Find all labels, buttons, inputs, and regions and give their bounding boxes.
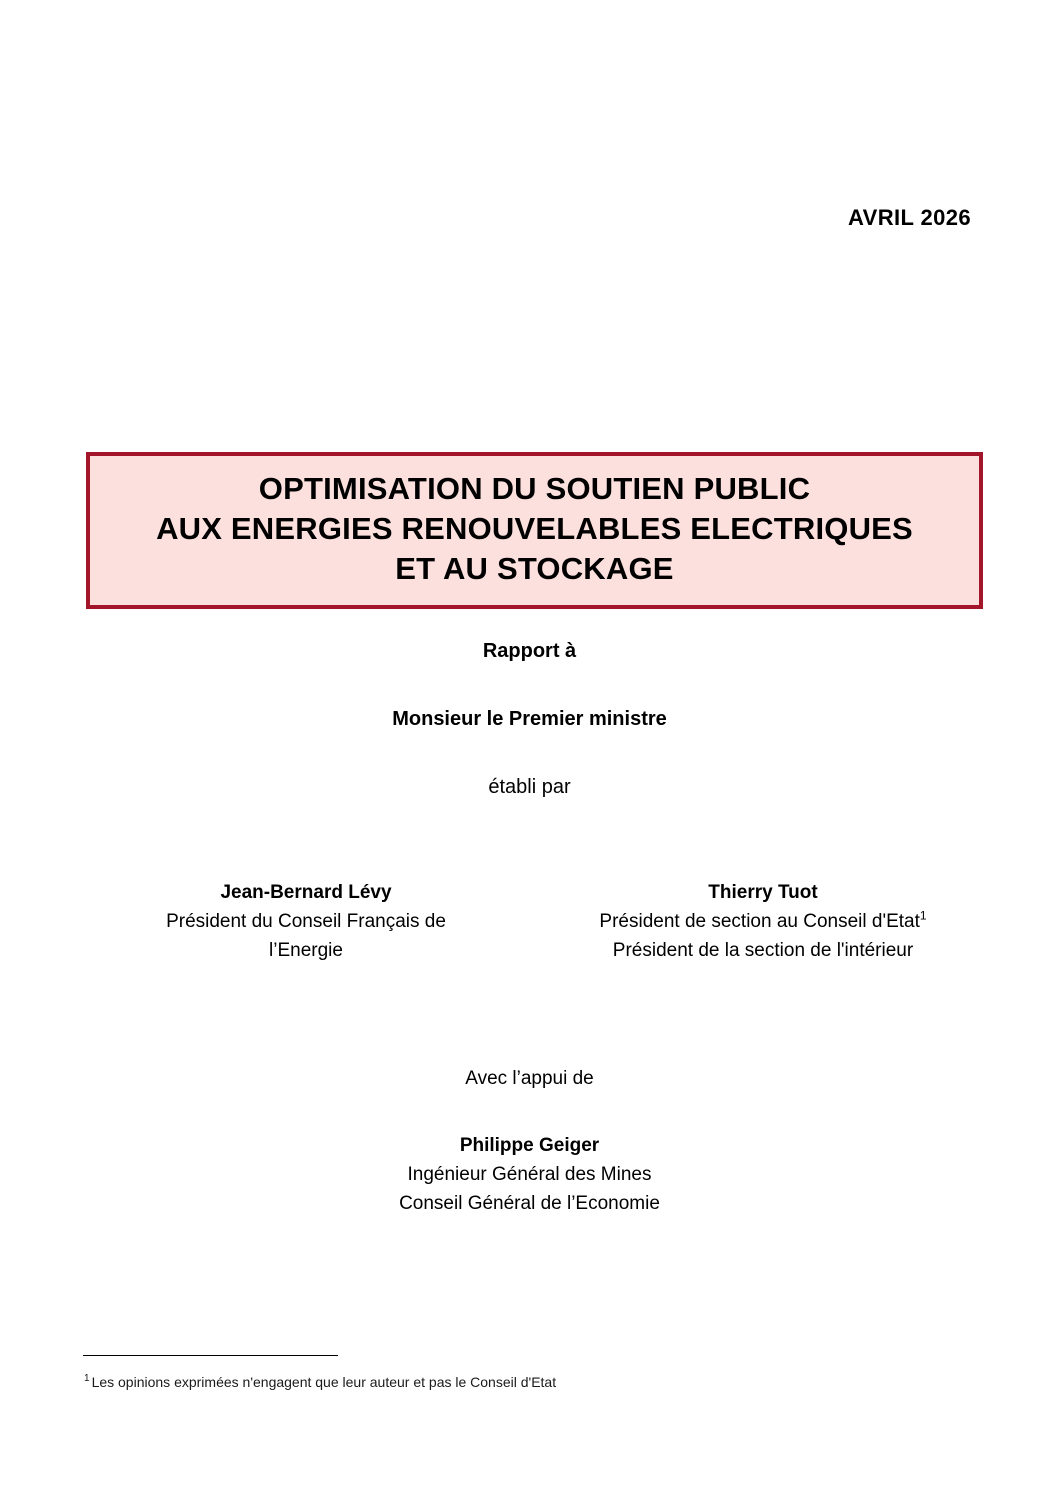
prepared-by-label: établi par [488, 776, 571, 798]
report-title-box [86, 452, 983, 609]
footnote-marker: 1 [84, 1373, 90, 1385]
author-column-right [543, 878, 983, 965]
support-intro-label: Avec l’appui de [465, 1068, 594, 1089]
author-role-line [543, 907, 983, 936]
addressee-name: Monsieur le Premier ministre [392, 708, 667, 730]
footnote-reference-marker[interactable]: 1 [919, 908, 927, 923]
support-role-line: Ingénieur Général des Mines [407, 1164, 652, 1185]
footnote [84, 1372, 556, 1392]
author-role-line: l’Energie [269, 940, 343, 961]
report-title-line-2: AUX ENERGIES RENOUVELABLES ELECTRIQUES [156, 510, 913, 546]
publication-date: AVRIL 2026 [847, 205, 971, 230]
report-to-label: Rapport à [482, 640, 577, 662]
author-name: Thierry Tuot [708, 882, 818, 903]
author-role-line: Président du Conseil Français de [166, 911, 446, 932]
authors-block [86, 878, 983, 965]
footnote-separator-rule [83, 1355, 338, 1356]
author-column-left [86, 878, 526, 965]
addressee-block [0, 636, 1059, 802]
author-name: Jean-Bernard Lévy [220, 882, 392, 903]
support-role-line: Conseil Général de l’Economie [399, 1193, 660, 1214]
report-title-line-1: OPTIMISATION DU SOUTIEN PUBLIC [258, 470, 811, 506]
footnote-text: Les opinions exprimées n'engagent que leur auteur et pas le Conseil d'Etat [91, 1374, 557, 1390]
author-role-line: Président de la section de l'intérieur [612, 940, 914, 961]
author-role-text: Président de section au Conseil d'Etat [599, 911, 920, 932]
support-block [0, 1064, 1059, 1218]
report-title-line-3: ET AU STOCKAGE [395, 550, 674, 586]
support-person-name: Philippe Geiger [459, 1135, 600, 1156]
